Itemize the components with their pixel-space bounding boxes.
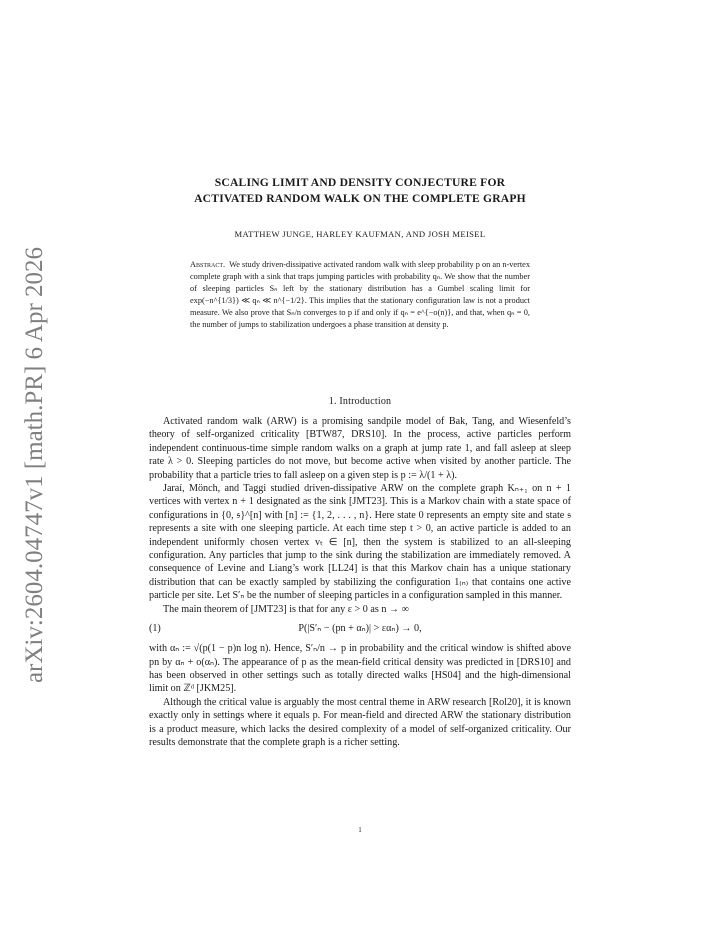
title-line-2: ACTIVATED RANDOM WALK ON THE COMPLETE GRAPH	[194, 192, 526, 205]
body-text	[149, 415, 571, 749]
equation-number: (1)	[149, 623, 161, 635]
equation-body: P(|S′ₙ − (pn + αₙ)| > εαₙ) → 0,	[298, 623, 422, 635]
abstract-label: Abstract.	[190, 260, 226, 269]
paragraph: Jaraí, Mönch, and Taggi studied driven-dissipative ARW on the complete graph Kₙ₊₁ on n + 1 vertices with vertex n + 1 designated as the sink [JMT23]. This is a Markov chain with a state space of configurations in {0, 𝔰}^[n] with [n] := {1, 2, . . . , n}. Here state 0 represents an empty site and state 𝔰 represents a site with one sleeping particle. At each time step t > 0, an active particle is added to an independent uniformly chosen vertex vₜ ∈ [n], then the system is stabilized to an all-sleeping configuration. Any particles that jump to the sink during the stabilization are immediately removed. A consequence of Levine and Liang’s work [LL24] is that this Markov chain has a unique stationary distribution that can be exactly sampled by stabilizing the configuration 1₍ₙ₎ that contains one active particle per site. Let S′ₙ be the number of sleeping particles in a configuration sampled in this manner.	[149, 483, 571, 602]
author-list: MATTHEW JUNGE, HARLEY KAUFMAN, AND JOSH MEISEL	[234, 229, 486, 239]
arxiv-side-identifier	[7, 246, 63, 684]
title-line-1: SCALING LIMIT AND DENSITY CONJECTURE FOR	[214, 176, 506, 189]
paragraph: The main theorem of [JMT23] is that for any ε > 0 as n → ∞	[163, 603, 409, 615]
arxiv-identifier-text: arXiv:2604.04747v1 [math.PR] 6 Apr 2026	[21, 246, 48, 684]
abstract-text: We study driven-dissipative activated random walk with sleep probability p on an n-vertex complete graph with a sink that traps jumping particles with probability qₙ. We show that the number of sleeping particles Sₙ left by the stationary distribution has a Gumbel scaling limit for exp(−n^{1/3}) ≪ qₙ ≪ n^{−1/2}. This implies that the stationary configuration law is not a product measure. We also prove that Sₙ/n converges to p if and only if qₙ = e^{−o(n)}, and that, when qₙ = 0, the number of jumps to stabilization undergoes a phase transition at density p.	[190, 260, 530, 330]
section-heading: 1. Introduction	[328, 396, 392, 407]
display-equation	[149, 617, 571, 641]
paper-title	[100, 175, 620, 207]
paragraph: with αₙ := √(p(1 − p)n log n). Hence, S′ₙ/n → p in probability and the critical window is shifted above pn by αₙ + o(αₙ). The appearance of p as the mean-field critical density was predicted in [DRS10] and has been observed in other settings such as totally directed walks [HS04] and the high-dimensional limit on ℤᵈ [JKM25].	[149, 643, 571, 695]
abstract	[190, 259, 530, 332]
paragraph: Although the critical value is arguably the most central theme in ARW research [Rol20], it is known exactly only in settings where it equals p. For mean-field and directed ARW the stationary distribution is a product measure, which lacks the desired complexity of a model of self-organized criticality. Our results demonstrate that the complete graph is a richer setting.	[149, 696, 571, 748]
page-number: 1	[358, 826, 362, 834]
paragraph: Activated random walk (ARW) is a promising sandpile model of Bak, Tang, and Wiesenfeld’s theory of self-organized criticality [BTW87, DRS10]. In the process, active particles perform independent continuous-time simple random walks on a graph at jump rate 1, and fall asleep at sleep rate λ > 0. Sleeping particles do not move, but become active when visited by another particle. The probability that a particle tries to fall asleep on a given step is p := λ/(1 + λ).	[149, 416, 571, 481]
